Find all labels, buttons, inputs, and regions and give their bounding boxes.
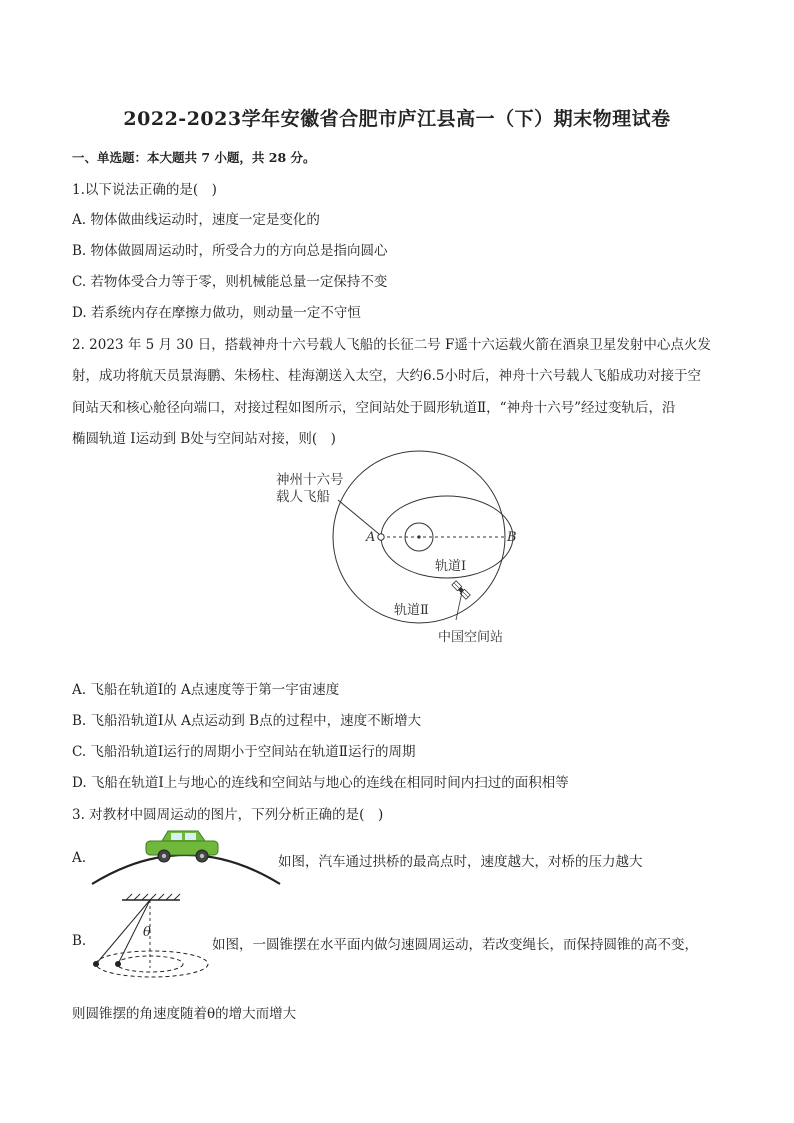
point-a-marker <box>378 534 384 540</box>
ship-label-line-1: 神州十六号 <box>276 472 344 488</box>
space-station-label: 中国空间站 <box>438 630 504 645</box>
section-heading: 一、单选题：本大题共 7 小题，共 28 分。 <box>72 150 316 165</box>
arch-bridge-curve <box>92 855 280 884</box>
q1-option-d: D. 若系统内存在摩擦力做功，则动量一定不守恒 <box>72 305 361 321</box>
page-title: 2022-2023学年安徽省合肥市庐江县高一（下）期末物理试卷 <box>123 108 671 130</box>
ship-leader-line <box>338 500 379 534</box>
bob-outer <box>93 961 99 967</box>
ship-label-line-2: 载人飞船 <box>276 489 330 505</box>
path-inner <box>117 956 183 972</box>
path-outer <box>96 951 208 977</box>
q1-option-c: C. 若物体受合力等于零，则机械能总量一定保持不变 <box>72 274 388 290</box>
q3-option-a-text: 如图，汽车通过拱桥的最高点时，速度越大，对桥的压力越大 <box>278 854 643 870</box>
q1-option-b: B. 物体做圆周运动时，所受合力的方向总是指向圆心 <box>72 243 388 259</box>
ceiling-hatch <box>126 894 180 900</box>
orbit-1-label: 轨道Ⅰ <box>435 559 467 574</box>
conical-pendulum-figure <box>88 892 212 988</box>
q2-stem-line-4: 椭圆轨道 I运动到 B处与空间站对接，则( ) <box>72 431 336 447</box>
point-a-label: A <box>366 530 376 545</box>
q2-stem-line-3: 间站天和核心舱径向端口，对接过程如图所示，空间站处于圆形轨道Ⅱ，“神舟十六号”经过变轨后，沿 <box>72 400 676 416</box>
bridge-car-figure <box>88 826 284 888</box>
orbit-2-label: 轨道Ⅱ <box>394 603 429 618</box>
q2-stem-line-1: 2. 2023 年 5 月 30 日，搭载神舟十六号载人飞船的长征二号 F遥十六运载火箭在酒泉卫星发射中心点火发 <box>72 337 711 353</box>
orbit-diagram <box>262 448 532 648</box>
q2-option-c: C. 飞船沿轨道Ⅰ运行的周期小于空间站在轨道Ⅱ运行的周期 <box>72 744 416 760</box>
q3-option-b-text: 如图，一圆锥摆在水平面内做匀速圆周运动，若改变绳长，而保持圆锥的高不变， <box>212 937 698 953</box>
q2-option-a: A. 飞船在轨道Ⅰ的 A点速度等于第一宇宙速度 <box>72 682 340 698</box>
q2-option-b: B. 飞船沿轨道Ⅰ从 A点运动到 B点的过程中，速度不断增大 <box>72 713 422 729</box>
theta-label: θ <box>143 925 151 940</box>
point-b-label: B <box>507 530 517 545</box>
bob-inner <box>115 961 121 967</box>
station-leader-line <box>456 592 462 620</box>
q1-stem: 1.以下说法正确的是( ) <box>72 182 217 198</box>
q3-option-b-label: B. <box>72 933 87 949</box>
q1-option-a: A. 物体做曲线运动时，速度一定是变化的 <box>72 212 320 228</box>
q2-stem-line-2: 射，成功将航天员景海鹏、朱杨柱、桂海潮送入太空，大约6.5小时后，神舟十六号载人飞船成功对接于空 <box>72 368 701 384</box>
q2-option-d: D. 飞船在轨道Ⅰ上与地心的连线和空间站与地心的连线在相同时间内扫过的面积相等 <box>72 775 569 791</box>
q3-stem: 3. 对教材中圆周运动的图片，下列分析正确的是( ) <box>72 807 384 823</box>
q3-option-a-label: A. <box>72 850 87 866</box>
q3-option-b-continuation: 则圆锥摆的角速度随着θ的增大而增大 <box>72 1006 297 1022</box>
